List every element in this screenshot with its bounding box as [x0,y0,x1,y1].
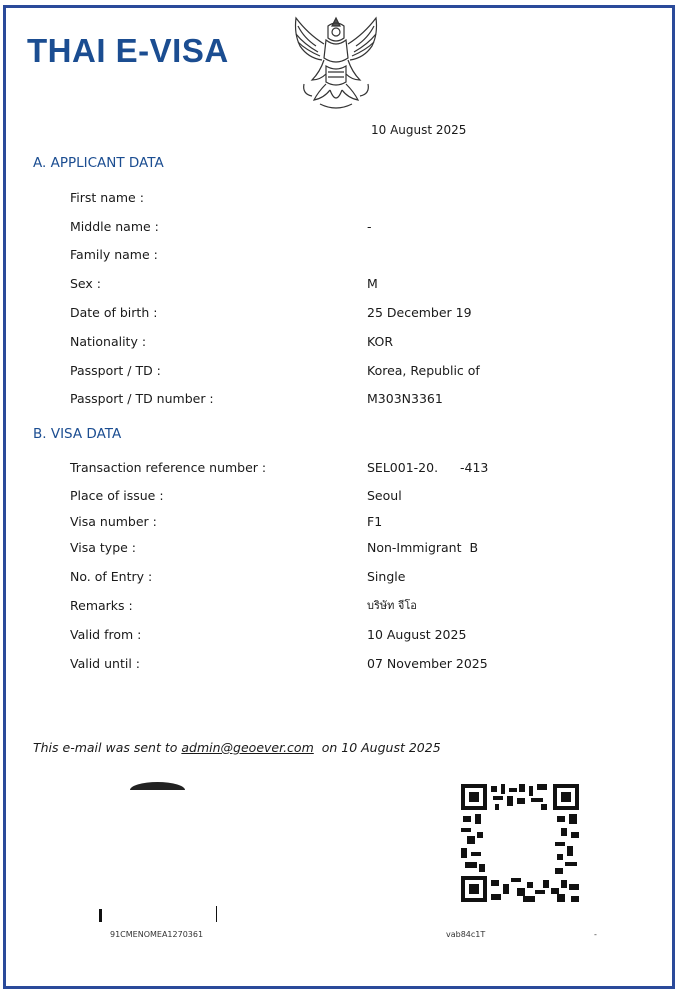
visa-number-label: Visa number : [70,514,157,529]
valid-from-value: 10 August 2025 [367,627,467,642]
passport-number-label: Passport / TD number : [70,391,214,406]
visa-type-label: Visa type : [70,540,137,555]
middle-name-label: Middle name : [70,219,159,234]
transaction-ref-label: Transaction reference number : [70,460,267,475]
place-of-issue-label: Place of issue : [70,488,164,503]
remarks-label: Remarks : [70,598,133,613]
middle-name-value: - [367,219,372,234]
date-of-birth-value: 25 December 19 [367,305,472,320]
place-of-issue-value: Seoul [367,488,402,503]
sex-label: Sex : [70,276,101,291]
barcode-number: 91CMENOMEA1270361 [110,930,204,939]
visa-data-heading: B. VISA DATA [33,426,122,442]
visa-number-value: F1 [367,514,383,529]
email-notice-prefix: This e-mail was sent to [33,740,182,755]
no-of-entry-label: No. of Entry : [70,569,153,584]
no-of-entry-value: Single [367,569,406,584]
passport-number-value: M303N3361 [367,391,443,406]
remarks-value: บริษัท จีโอ [367,599,417,612]
email-notice [33,740,441,755]
barcode-right-edge [216,906,217,922]
valid-until-label: Valid until : [70,656,140,671]
barcode-left-edge [99,909,102,922]
sex-value: M [367,276,378,291]
nationality-value: KOR [367,334,394,349]
passport-label: Passport / TD : [70,363,161,378]
qr-code-reference: vab84c1T [446,930,486,939]
passport-value: Korea, Republic of [367,363,480,378]
document-title: THAI E-VISA [27,32,229,69]
visa-type-value: Non-Immigrant B [367,540,479,555]
nationality-label: Nationality : [70,334,147,349]
transaction-ref-value-end: -413 [460,460,489,475]
transaction-ref-value: SEL001-20. [367,460,439,475]
code-dash: - [594,930,597,939]
date-of-birth-label: Date of birth : [70,305,158,320]
family-name-label: Family name : [70,247,158,262]
first-name-label: First name : [70,190,144,205]
email-notice-suffix: on 10 August 2025 [313,740,441,755]
qr-code-icon [461,784,579,902]
issue-date: 10 August 2025 [371,123,467,137]
garuda-emblem-icon [290,14,382,112]
valid-until-value: 07 November 2025 [367,656,488,671]
email-link[interactable]: admin@geoever.com [181,740,314,755]
valid-from-label: Valid from : [70,627,142,642]
applicant-data-heading: A. APPLICANT DATA [33,155,164,171]
